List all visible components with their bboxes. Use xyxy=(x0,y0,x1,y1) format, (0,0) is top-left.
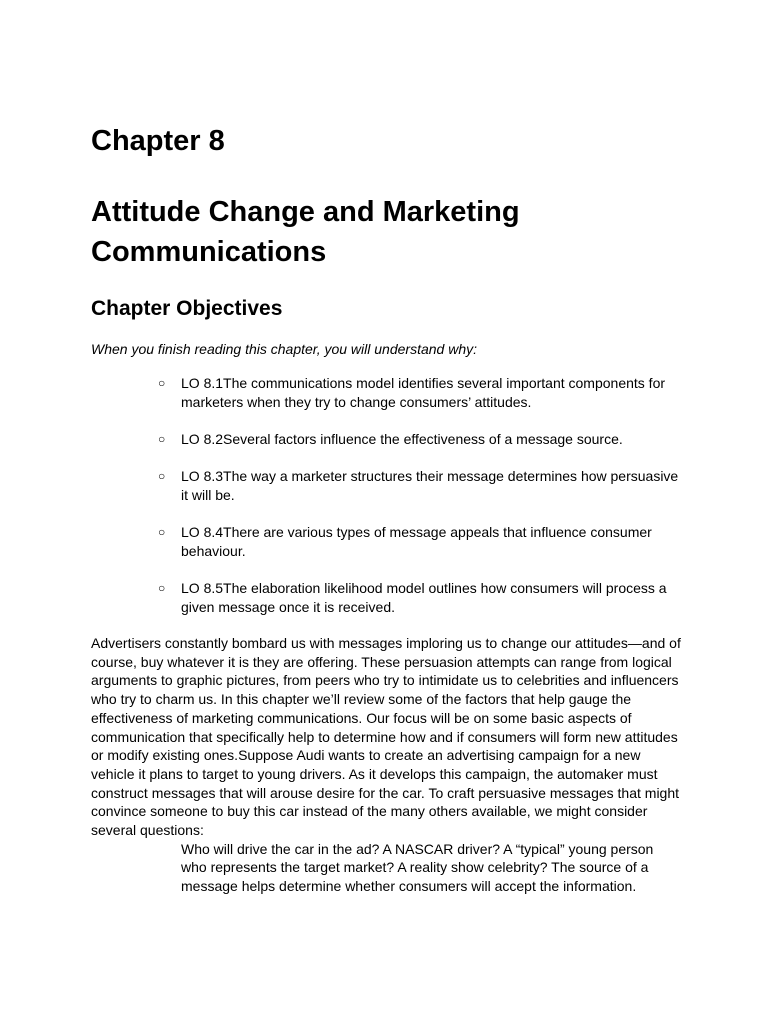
body-question-text: Who will drive the car in the ad? A NASCAR driver? A “typical” young person who represents the target market? A reality show celebrity? The source of a message helps determine whether consumers will accept the information. xyxy=(181,840,654,895)
objective-item xyxy=(91,430,681,449)
objective-text: LO 8.2Several factors influence the effectiveness of a message source. xyxy=(181,430,623,447)
objective-item xyxy=(91,467,681,504)
hollow-circle-bullet-icon: ○ xyxy=(158,431,166,446)
objectives-list xyxy=(91,374,681,635)
objective-text: LO 8.1The communications model identifies several important components for marketers when they try to change consumers’ attitudes. xyxy=(181,375,666,410)
body-paragraph: Advertisers constantly bombard us with messages imploring us to change our attitudes—and of course, buy whatever it is they are offering. These persuasion attempts can range from logical arguments to graphic pictures, from peers who try to intimidate us to celebrities and influencers who try to charm us. In this chapter we’ll review some of the factors that help gauge the effectiveness of marketing communications. Our focus will be on some basic aspects of communication that specifically help to determine how and if consumers will form new attitudes or modify existing ones.Suppose Audi wants to create an advertising campaign for a new vehicle it plans to target to young drivers. As it develops this campaign, the automaker must construct messages that will arouse desire for the car. To craft persuasive messages that might convince someone to buy this car instead of the many others available, we might consider several questions: xyxy=(91,635,681,839)
body-question-paragraph xyxy=(91,840,681,896)
body-text xyxy=(91,634,681,896)
intro-line: When you finish reading this chapter, you will understand why: xyxy=(91,341,477,357)
hollow-circle-bullet-icon: ○ xyxy=(158,469,166,484)
chapter-label: Chapter 8 xyxy=(91,125,225,157)
objective-item xyxy=(91,523,681,560)
objective-text: LO 8.3The way a marketer structures their message determines how persuasive it will be. xyxy=(181,468,679,503)
objective-text: LO 8.5The elaboration likelihood model outlines how consumers will process a given message once it is received. xyxy=(181,579,667,615)
objectives-heading: Chapter Objectives xyxy=(91,297,283,320)
hollow-circle-bullet-icon: ○ xyxy=(158,580,166,595)
hollow-circle-bullet-icon: ○ xyxy=(158,376,166,390)
objective-item xyxy=(91,579,681,616)
objective-text: LO 8.4There are various types of message appeals that influence consumer behaviour. xyxy=(181,524,652,559)
objective-item xyxy=(91,374,681,411)
page-title: Attitude Change and Marketing Communications xyxy=(91,196,520,268)
hollow-circle-bullet-icon: ○ xyxy=(158,525,166,540)
